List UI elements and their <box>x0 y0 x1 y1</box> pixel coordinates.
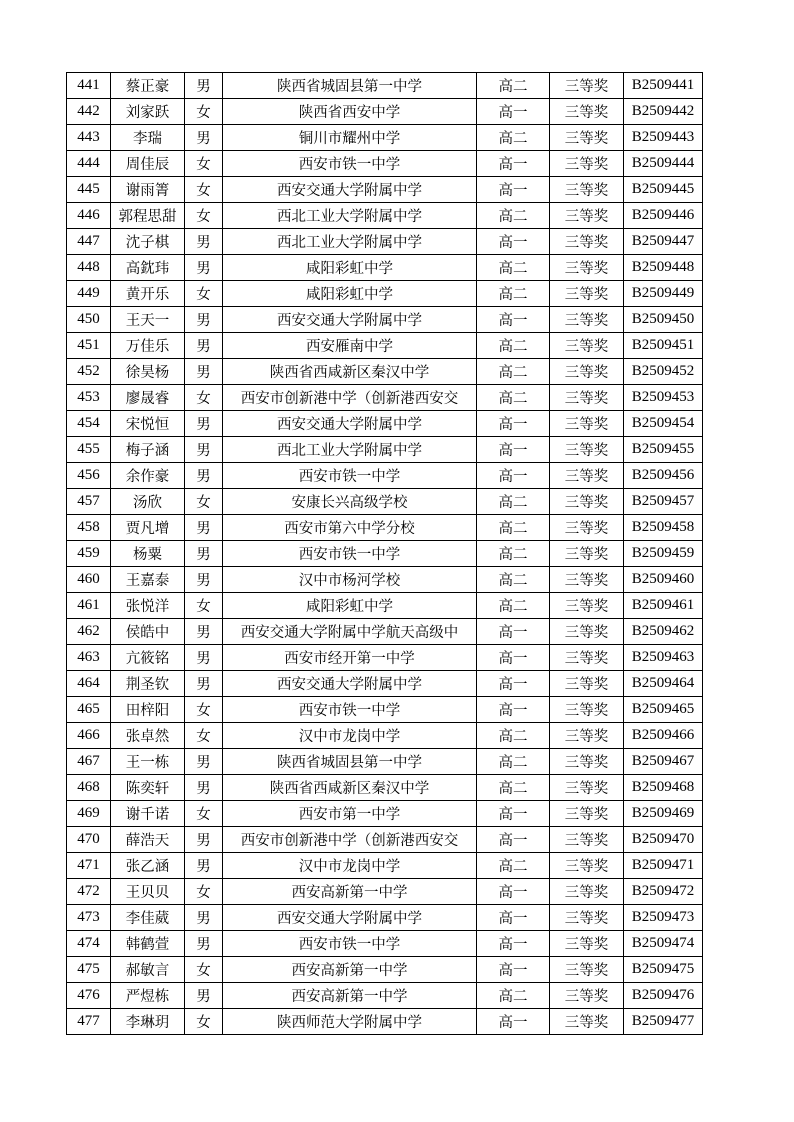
student-grade: 高二 <box>477 983 550 1009</box>
school-name: 西安高新第一中学 <box>223 983 477 1009</box>
certificate-id: B2509455 <box>624 437 703 463</box>
award-level: 三等奖 <box>550 931 624 957</box>
award-level: 三等奖 <box>550 957 624 983</box>
row-number: 446 <box>67 203 111 229</box>
student-gender: 男 <box>185 619 223 645</box>
award-level: 三等奖 <box>550 801 624 827</box>
certificate-id: B2509454 <box>624 411 703 437</box>
row-number: 459 <box>67 541 111 567</box>
student-grade: 高一 <box>477 671 550 697</box>
row-number: 457 <box>67 489 111 515</box>
student-name: 李瑞 <box>111 125 185 151</box>
table-row <box>67 749 703 775</box>
student-name: 陈奕轩 <box>111 775 185 801</box>
student-name: 梅子涵 <box>111 437 185 463</box>
school-name: 西安交通大学附属中学 <box>223 671 477 697</box>
table-row <box>67 281 703 307</box>
school-name: 西安市第六中学分校 <box>223 515 477 541</box>
certificate-id: B2509471 <box>624 853 703 879</box>
student-name: 谢雨箐 <box>111 177 185 203</box>
student-grade: 高一 <box>477 801 550 827</box>
student-name: 郭程思甜 <box>111 203 185 229</box>
student-grade: 高二 <box>477 723 550 749</box>
student-gender: 男 <box>185 541 223 567</box>
student-gender: 男 <box>185 229 223 255</box>
table-row <box>67 567 703 593</box>
table-row <box>67 255 703 281</box>
school-name: 陕西省西咸新区秦汉中学 <box>223 775 477 801</box>
school-name: 西安市铁一中学 <box>223 151 477 177</box>
student-name: 郝敏言 <box>111 957 185 983</box>
award-level: 三等奖 <box>550 463 624 489</box>
row-number: 441 <box>67 73 111 99</box>
student-grade: 高二 <box>477 125 550 151</box>
student-name: 蔡正豪 <box>111 73 185 99</box>
student-grade: 高一 <box>477 411 550 437</box>
student-gender: 男 <box>185 749 223 775</box>
student-name: 王贝贝 <box>111 879 185 905</box>
certificate-id: B2509448 <box>624 255 703 281</box>
student-gender: 女 <box>185 177 223 203</box>
student-grade: 高二 <box>477 73 550 99</box>
student-name: 黄开乐 <box>111 281 185 307</box>
table-row <box>67 125 703 151</box>
row-number: 453 <box>67 385 111 411</box>
student-gender: 男 <box>185 905 223 931</box>
row-number: 462 <box>67 619 111 645</box>
row-number: 470 <box>67 827 111 853</box>
school-name: 西安交通大学附属中学航天高级中 <box>223 619 477 645</box>
award-level: 三等奖 <box>550 1009 624 1035</box>
award-level: 三等奖 <box>550 593 624 619</box>
table-row <box>67 203 703 229</box>
student-gender: 男 <box>185 671 223 697</box>
certificate-id: B2509468 <box>624 775 703 801</box>
table-row <box>67 1009 703 1035</box>
certificate-id: B2509447 <box>624 229 703 255</box>
row-number: 455 <box>67 437 111 463</box>
student-grade: 高二 <box>477 749 550 775</box>
school-name: 西安高新第一中学 <box>223 879 477 905</box>
student-gender: 男 <box>185 333 223 359</box>
award-level: 三等奖 <box>550 229 624 255</box>
table-row <box>67 541 703 567</box>
row-number: 450 <box>67 307 111 333</box>
row-number: 476 <box>67 983 111 1009</box>
student-name: 侯皓中 <box>111 619 185 645</box>
student-name: 高鈂玮 <box>111 255 185 281</box>
student-grade: 高一 <box>477 229 550 255</box>
award-level: 三等奖 <box>550 827 624 853</box>
table-row <box>67 151 703 177</box>
award-level: 三等奖 <box>550 73 624 99</box>
student-gender: 男 <box>185 411 223 437</box>
student-grade: 高二 <box>477 255 550 281</box>
award-level: 三等奖 <box>550 359 624 385</box>
certificate-id: B2509470 <box>624 827 703 853</box>
school-name: 西安雁南中学 <box>223 333 477 359</box>
award-level: 三等奖 <box>550 99 624 125</box>
student-name: 荆圣钦 <box>111 671 185 697</box>
student-name: 余作豪 <box>111 463 185 489</box>
certificate-id: B2509462 <box>624 619 703 645</box>
school-name: 陕西省西安中学 <box>223 99 477 125</box>
student-grade: 高一 <box>477 931 550 957</box>
award-level: 三等奖 <box>550 697 624 723</box>
award-level: 三等奖 <box>550 437 624 463</box>
student-name: 贾凡增 <box>111 515 185 541</box>
school-name: 西北工业大学附属中学 <box>223 437 477 463</box>
school-name: 陕西师范大学附属中学 <box>223 1009 477 1035</box>
certificate-id: B2509472 <box>624 879 703 905</box>
award-level: 三等奖 <box>550 853 624 879</box>
award-level: 三等奖 <box>550 125 624 151</box>
school-name: 安康长兴高级学校 <box>223 489 477 515</box>
row-number: 477 <box>67 1009 111 1035</box>
award-level: 三等奖 <box>550 645 624 671</box>
school-name: 汉中市龙岗中学 <box>223 853 477 879</box>
student-grade: 高二 <box>477 541 550 567</box>
student-grade: 高一 <box>477 1009 550 1035</box>
school-name: 汉中市杨河学校 <box>223 567 477 593</box>
certificate-id: B2509457 <box>624 489 703 515</box>
table-row <box>67 359 703 385</box>
certificate-id: B2509465 <box>624 697 703 723</box>
student-gender: 女 <box>185 879 223 905</box>
student-name: 王一栋 <box>111 749 185 775</box>
student-grade: 高一 <box>477 645 550 671</box>
student-name: 亢筱铭 <box>111 645 185 671</box>
student-grade: 高二 <box>477 775 550 801</box>
certificate-id: B2509463 <box>624 645 703 671</box>
student-gender: 男 <box>185 359 223 385</box>
school-name: 西北工业大学附属中学 <box>223 229 477 255</box>
award-level: 三等奖 <box>550 385 624 411</box>
school-name: 西安市第一中学 <box>223 801 477 827</box>
school-name: 西安市铁一中学 <box>223 931 477 957</box>
table-row <box>67 723 703 749</box>
certificate-id: B2509467 <box>624 749 703 775</box>
school-name: 铜川市耀州中学 <box>223 125 477 151</box>
table-row <box>67 333 703 359</box>
award-level: 三等奖 <box>550 515 624 541</box>
student-grade: 高一 <box>477 905 550 931</box>
row-number: 474 <box>67 931 111 957</box>
certificate-id: B2509476 <box>624 983 703 1009</box>
table-row <box>67 879 703 905</box>
award-level: 三等奖 <box>550 307 624 333</box>
row-number: 460 <box>67 567 111 593</box>
award-level: 三等奖 <box>550 879 624 905</box>
student-name: 万佳乐 <box>111 333 185 359</box>
award-level: 三等奖 <box>550 281 624 307</box>
table-row <box>67 177 703 203</box>
student-name: 王天一 <box>111 307 185 333</box>
student-grade: 高二 <box>477 359 550 385</box>
student-name: 杨粟 <box>111 541 185 567</box>
row-number: 473 <box>67 905 111 931</box>
certificate-id: B2509458 <box>624 515 703 541</box>
student-grade: 高二 <box>477 489 550 515</box>
student-gender: 男 <box>185 983 223 1009</box>
certificate-id: B2509446 <box>624 203 703 229</box>
student-gender: 女 <box>185 593 223 619</box>
award-level: 三等奖 <box>550 177 624 203</box>
student-name: 张卓然 <box>111 723 185 749</box>
school-name: 咸阳彩虹中学 <box>223 593 477 619</box>
row-number: 447 <box>67 229 111 255</box>
student-gender: 男 <box>185 73 223 99</box>
table-row <box>67 229 703 255</box>
row-number: 461 <box>67 593 111 619</box>
table-row <box>67 931 703 957</box>
student-grade: 高一 <box>477 619 550 645</box>
student-grade: 高一 <box>477 827 550 853</box>
student-gender: 男 <box>185 853 223 879</box>
certificate-id: B2509444 <box>624 151 703 177</box>
student-gender: 女 <box>185 385 223 411</box>
student-grade: 高一 <box>477 177 550 203</box>
certificate-id: B2509459 <box>624 541 703 567</box>
student-name: 周佳辰 <box>111 151 185 177</box>
student-gender: 男 <box>185 931 223 957</box>
award-level: 三等奖 <box>550 983 624 1009</box>
award-level: 三等奖 <box>550 567 624 593</box>
award-level: 三等奖 <box>550 151 624 177</box>
certificate-id: B2509449 <box>624 281 703 307</box>
row-number: 445 <box>67 177 111 203</box>
student-grade: 高二 <box>477 515 550 541</box>
student-name: 李佳葳 <box>111 905 185 931</box>
student-gender: 男 <box>185 645 223 671</box>
award-level: 三等奖 <box>550 723 624 749</box>
award-level: 三等奖 <box>550 775 624 801</box>
row-number: 444 <box>67 151 111 177</box>
student-name: 王嘉泰 <box>111 567 185 593</box>
row-number: 475 <box>67 957 111 983</box>
student-grade: 高二 <box>477 593 550 619</box>
school-name: 西安交通大学附属中学 <box>223 307 477 333</box>
table-row <box>67 307 703 333</box>
school-name: 咸阳彩虹中学 <box>223 255 477 281</box>
school-name: 西安市创新港中学（创新港西安交 <box>223 827 477 853</box>
student-name: 沈子棋 <box>111 229 185 255</box>
table-row <box>67 983 703 1009</box>
table-row <box>67 671 703 697</box>
student-gender: 男 <box>185 437 223 463</box>
table-row <box>67 593 703 619</box>
student-name: 汤欣 <box>111 489 185 515</box>
row-number: 472 <box>67 879 111 905</box>
student-name: 李琳玥 <box>111 1009 185 1035</box>
student-grade: 高一 <box>477 879 550 905</box>
row-number: 456 <box>67 463 111 489</box>
student-name: 田梓阳 <box>111 697 185 723</box>
certificate-id: B2509450 <box>624 307 703 333</box>
row-number: 449 <box>67 281 111 307</box>
student-name: 宋悦恒 <box>111 411 185 437</box>
school-name: 西安交通大学附属中学 <box>223 905 477 931</box>
student-grade: 高二 <box>477 853 550 879</box>
row-number: 452 <box>67 359 111 385</box>
student-gender: 女 <box>185 801 223 827</box>
table-row <box>67 827 703 853</box>
student-grade: 高一 <box>477 463 550 489</box>
student-name: 廖晟睿 <box>111 385 185 411</box>
award-level: 三等奖 <box>550 749 624 775</box>
certificate-id: B2509451 <box>624 333 703 359</box>
table-row <box>67 697 703 723</box>
certificate-id: B2509460 <box>624 567 703 593</box>
table-row <box>67 619 703 645</box>
table-row <box>67 515 703 541</box>
award-level: 三等奖 <box>550 671 624 697</box>
table-row <box>67 73 703 99</box>
row-number: 469 <box>67 801 111 827</box>
student-name: 张乙涵 <box>111 853 185 879</box>
award-level: 三等奖 <box>550 203 624 229</box>
school-name: 陕西省城固县第一中学 <box>223 73 477 99</box>
school-name: 西安交通大学附属中学 <box>223 411 477 437</box>
student-gender: 男 <box>185 463 223 489</box>
row-number: 468 <box>67 775 111 801</box>
student-name: 徐昊杨 <box>111 359 185 385</box>
student-gender: 女 <box>185 1009 223 1035</box>
row-number: 464 <box>67 671 111 697</box>
student-gender: 男 <box>185 827 223 853</box>
row-number: 465 <box>67 697 111 723</box>
student-name: 谢千诺 <box>111 801 185 827</box>
certificate-id: B2509456 <box>624 463 703 489</box>
student-grade: 高一 <box>477 151 550 177</box>
table-row <box>67 645 703 671</box>
student-name: 薛浩天 <box>111 827 185 853</box>
school-name: 西安市铁一中学 <box>223 541 477 567</box>
certificate-id: B2509466 <box>624 723 703 749</box>
table-row <box>67 801 703 827</box>
row-number: 443 <box>67 125 111 151</box>
student-name: 严煜栋 <box>111 983 185 1009</box>
student-grade: 高一 <box>477 307 550 333</box>
school-name: 西安交通大学附属中学 <box>223 177 477 203</box>
student-gender: 女 <box>185 203 223 229</box>
certificate-id: B2509452 <box>624 359 703 385</box>
row-number: 463 <box>67 645 111 671</box>
award-level: 三等奖 <box>550 619 624 645</box>
table-row <box>67 775 703 801</box>
certificate-id: B2509441 <box>624 73 703 99</box>
student-grade: 高一 <box>477 957 550 983</box>
certificate-id: B2509469 <box>624 801 703 827</box>
student-gender: 女 <box>185 99 223 125</box>
award-level: 三等奖 <box>550 333 624 359</box>
certificate-id: B2509475 <box>624 957 703 983</box>
row-number: 458 <box>67 515 111 541</box>
row-number: 451 <box>67 333 111 359</box>
row-number: 448 <box>67 255 111 281</box>
student-gender: 女 <box>185 281 223 307</box>
certificate-id: B2509453 <box>624 385 703 411</box>
student-gender: 男 <box>185 307 223 333</box>
student-name: 韩鹤萱 <box>111 931 185 957</box>
table-row <box>67 99 703 125</box>
student-gender: 男 <box>185 255 223 281</box>
student-grade: 高一 <box>477 99 550 125</box>
certificate-id: B2509477 <box>624 1009 703 1035</box>
student-grade: 高二 <box>477 333 550 359</box>
student-gender: 女 <box>185 151 223 177</box>
row-number: 471 <box>67 853 111 879</box>
certificate-id: B2509442 <box>624 99 703 125</box>
award-list-table <box>66 72 703 1035</box>
school-name: 汉中市龙岗中学 <box>223 723 477 749</box>
student-gender: 女 <box>185 957 223 983</box>
student-gender: 男 <box>185 125 223 151</box>
student-gender: 男 <box>185 515 223 541</box>
award-level: 三等奖 <box>550 489 624 515</box>
row-number: 442 <box>67 99 111 125</box>
table-row <box>67 411 703 437</box>
student-grade: 高二 <box>477 203 550 229</box>
certificate-id: B2509445 <box>624 177 703 203</box>
table-row <box>67 463 703 489</box>
student-gender: 女 <box>185 489 223 515</box>
award-level: 三等奖 <box>550 541 624 567</box>
school-name: 陕西省城固县第一中学 <box>223 749 477 775</box>
table-row <box>67 905 703 931</box>
student-gender: 女 <box>185 723 223 749</box>
certificate-id: B2509473 <box>624 905 703 931</box>
school-name: 西安市创新港中学（创新港西安交 <box>223 385 477 411</box>
school-name: 西安市铁一中学 <box>223 697 477 723</box>
student-grade: 高二 <box>477 567 550 593</box>
table-row <box>67 437 703 463</box>
table-row <box>67 489 703 515</box>
certificate-id: B2509443 <box>624 125 703 151</box>
school-name: 西安市经开第一中学 <box>223 645 477 671</box>
row-number: 454 <box>67 411 111 437</box>
certificate-id: B2509464 <box>624 671 703 697</box>
school-name: 西安市铁一中学 <box>223 463 477 489</box>
school-name: 西北工业大学附属中学 <box>223 203 477 229</box>
school-name: 陕西省西咸新区秦汉中学 <box>223 359 477 385</box>
student-grade: 高一 <box>477 437 550 463</box>
certificate-id: B2509474 <box>624 931 703 957</box>
student-gender: 男 <box>185 567 223 593</box>
school-name: 咸阳彩虹中学 <box>223 281 477 307</box>
table-row <box>67 853 703 879</box>
table-row <box>67 385 703 411</box>
row-number: 466 <box>67 723 111 749</box>
award-level: 三等奖 <box>550 255 624 281</box>
student-grade: 高二 <box>477 281 550 307</box>
award-level: 三等奖 <box>550 411 624 437</box>
student-grade: 高二 <box>477 385 550 411</box>
student-grade: 高一 <box>477 697 550 723</box>
certificate-id: B2509461 <box>624 593 703 619</box>
award-level: 三等奖 <box>550 905 624 931</box>
school-name: 西安高新第一中学 <box>223 957 477 983</box>
table-row <box>67 957 703 983</box>
award-list-body <box>67 73 703 1035</box>
row-number: 467 <box>67 749 111 775</box>
student-gender: 男 <box>185 775 223 801</box>
student-name: 刘家跃 <box>111 99 185 125</box>
student-name: 张悦洋 <box>111 593 185 619</box>
student-gender: 女 <box>185 697 223 723</box>
